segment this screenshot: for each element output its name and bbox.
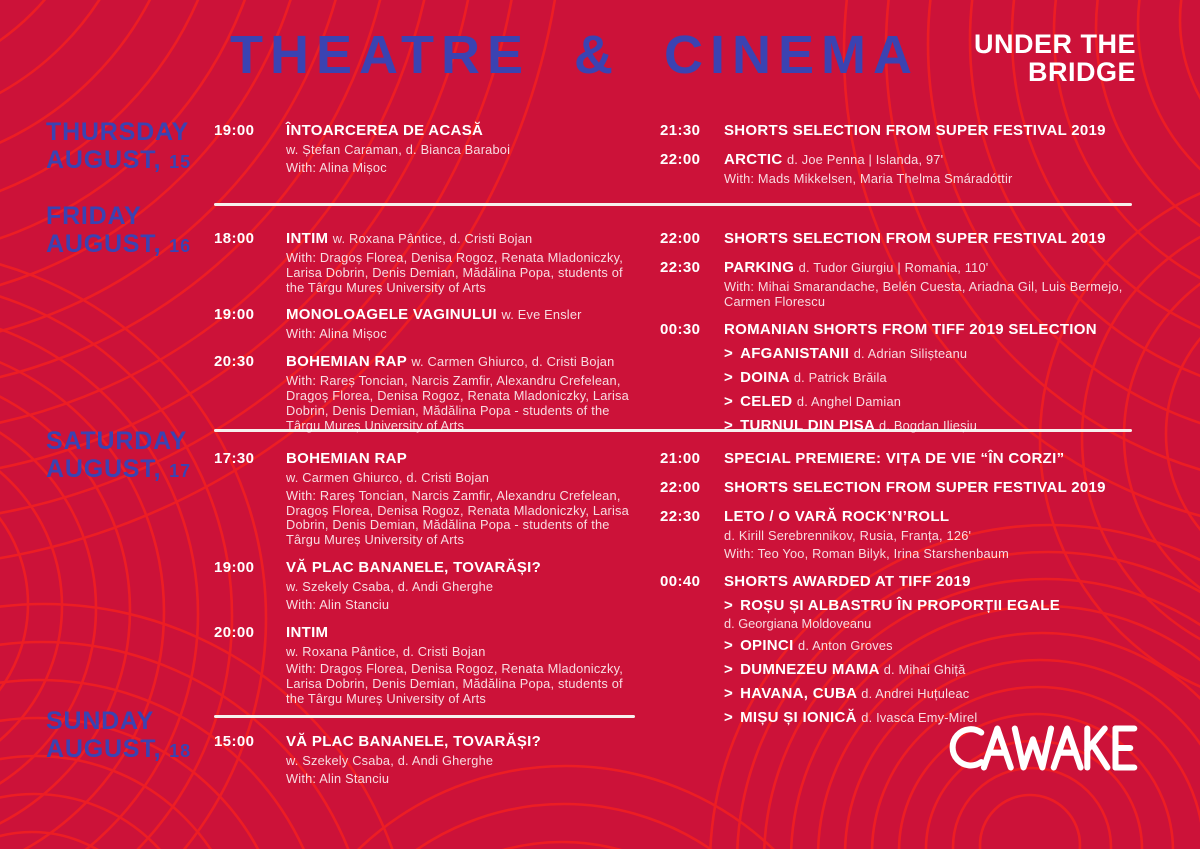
event-row	[660, 479, 1136, 497]
event-title: ARCTIC	[724, 151, 783, 168]
events-column	[214, 450, 638, 718]
event-title: ROMANIAN SHORTS FROM TIFF 2019 SELECTION	[724, 320, 1097, 338]
month-label: AUGUST,	[46, 735, 170, 763]
event-body	[286, 122, 638, 176]
event-credit: With: Alina Mișoc	[286, 326, 387, 342]
event-titleline	[286, 306, 638, 324]
short-film-item	[724, 661, 1136, 679]
short-film-title: TURNUL DIN PISA	[740, 416, 875, 434]
event-titleline	[286, 450, 638, 468]
short-film-credit: d. Anton Groves	[798, 638, 893, 654]
page-title: THEATRE & CINEMA	[230, 25, 919, 85]
event-title: SPECIAL PREMIERE: VIȚA DE VIE “ÎN CORZI”	[724, 450, 1065, 467]
short-film-item	[724, 709, 1136, 727]
short-film-title: ROȘU ȘI ALBASTRU ÎN PROPORȚII EGALE	[740, 596, 1061, 614]
event-credit: With: Dragoș Florea, Denisa Rogoz, Renata Mladoniczky, Larisa Dobrin, Denis Demian, Mădălina Popa, students of the Târgu Mureș University of Arts	[286, 661, 624, 706]
event-body	[724, 151, 1136, 187]
event-time: 19:00	[214, 558, 255, 576]
event-title: LETO / O VARĂ ROCK’N’ROLL	[724, 508, 950, 525]
event-title: SHORTS AWARDED AT TIFF 2019	[724, 572, 971, 590]
day-name: FRIDAY	[46, 202, 142, 230]
short-film-item	[724, 685, 1136, 703]
arrow-icon: >	[724, 392, 734, 410]
month-label: AUGUST,	[46, 146, 170, 174]
event-titleline	[724, 230, 1136, 248]
event-titleline	[724, 151, 1136, 169]
event-row	[660, 508, 1136, 562]
day-number: 15	[169, 152, 192, 172]
event-titleline	[286, 624, 638, 642]
event-row	[214, 733, 638, 787]
event-body	[724, 230, 1136, 248]
day-date	[46, 455, 191, 485]
short-film-credit: d. Andrei Huțuleac	[861, 686, 970, 702]
event-title: VĂ PLAC BANANELE, TOVARĂȘI?	[286, 558, 542, 576]
day-number: 16	[169, 236, 192, 256]
event-title: BOHEMIAN RAP	[286, 353, 407, 371]
events-column	[214, 122, 638, 187]
short-film-title: HAVANA, CUBA	[740, 685, 857, 703]
short-film-title: DOINA	[740, 368, 790, 386]
event-body	[724, 122, 1136, 140]
day-date	[46, 146, 191, 176]
event-titleline	[286, 122, 638, 140]
day-label	[46, 118, 191, 176]
event-titleline	[724, 450, 1136, 468]
events-column	[214, 733, 638, 798]
short-film-title: DUMNEZEU MAMA	[740, 661, 880, 679]
event-credit: d. Kirill Serebrennikov, Rusia, Franța, 126'	[724, 528, 972, 543]
event-title-credit: w. Eve Ensler	[501, 307, 582, 323]
event-credit: With: Rareș Toncian, Narcis Zamfir, Alexandru Crefelean, Dragoș Florea, Denisa Rogoz, Renata Mladoniczky, Larisa Dobrin, Denis Demian, Mădălina Popa - students of the Târgu Mureș University of Arts	[286, 487, 629, 548]
arrow-icon: >	[724, 344, 734, 362]
event-row	[214, 624, 638, 707]
month-label: AUGUST,	[46, 230, 170, 258]
venue-line2: BRIDGE	[1027, 57, 1136, 87]
short-film-title: CELED	[740, 392, 793, 410]
event-credit: With: Alina Mișoc	[286, 159, 387, 175]
event-row	[660, 450, 1136, 468]
event-credit: w. Szekely Csaba, d. Andi Gherghe	[286, 578, 494, 594]
short-film-credit: d. Ivasca Emy-Mirel	[861, 710, 978, 726]
event-credit: With: Mihai Smarandache, Belén Cuesta, Ariadna Gil, Luis Bermejo, Carmen Florescu	[724, 279, 1123, 309]
event-titleline	[724, 573, 1136, 591]
event-body	[286, 450, 638, 548]
event-credit: w. Carmen Ghiurco, d. Cristi Bojan	[286, 470, 490, 485]
venue-title	[974, 30, 1136, 86]
event-titleline	[724, 122, 1136, 140]
short-film-title: OPINCI	[740, 637, 794, 655]
day-number: 18	[169, 741, 192, 761]
event-title: MONOLOAGELE VAGINULUI	[286, 306, 498, 324]
event-time: 21:00	[660, 450, 701, 467]
event-credit: w. Ștefan Caraman, d. Bianca Baraboi	[286, 142, 511, 157]
event-body	[286, 559, 638, 613]
event-body	[724, 321, 1136, 435]
event-row	[660, 259, 1136, 310]
short-film-item	[724, 369, 1136, 387]
event-time: 19:00	[214, 306, 255, 324]
event-title: SHORTS SELECTION FROM SUPER FESTIVAL 2019	[724, 479, 1106, 496]
short-film-credit: d. Mihai Ghiță	[883, 662, 966, 678]
day-number: 17	[169, 461, 192, 481]
event-titleline	[286, 353, 638, 371]
event-time: 15:00	[214, 733, 255, 750]
event-row	[214, 353, 638, 433]
event-body	[286, 230, 638, 295]
event-time: 18:00	[214, 230, 255, 247]
event-body	[286, 733, 638, 787]
event-title: SHORTS SELECTION FROM SUPER FESTIVAL 2019	[724, 230, 1106, 247]
event-credit: With: Mads Mikkelsen, Maria Thelma Smáradóttir	[724, 171, 1013, 186]
short-film-credit: d. Adrian Silișteanu	[853, 345, 968, 361]
events-column	[660, 450, 1136, 738]
event-row	[660, 230, 1136, 248]
event-title-credit: d. Joe Penna | Islanda, 97'	[786, 152, 944, 167]
events-column	[214, 230, 638, 444]
event-row	[214, 122, 638, 176]
event-title-credit: w. Carmen Ghiurco, d. Cristi Bojan	[411, 354, 615, 370]
event-time: 17:30	[214, 450, 255, 467]
short-film-credit: d. Anghel Damian	[796, 393, 902, 409]
event-credit: With: Teo Yoo, Roman Bilyk, Irina Starshenbaum	[724, 545, 1009, 561]
event-credit: With: Alin Stanciu	[286, 770, 390, 786]
day-name: THURSDAY	[46, 118, 189, 146]
event-row	[660, 573, 1136, 728]
event-titleline	[286, 559, 638, 577]
event-time: 22:00	[660, 479, 701, 496]
day-label	[46, 427, 191, 485]
arrow-icon: >	[724, 685, 734, 703]
day-name: SUNDAY	[46, 707, 155, 735]
arrow-icon: >	[724, 709, 734, 727]
event-credit: w. Szekely Csaba, d. Andi Gherghe	[286, 753, 494, 768]
event-credit: With: Rareș Toncian, Narcis Zamfir, Alexandru Crefelean, Dragoș Florea, Denisa Rogoz, Renata Mladoniczky, Larisa Dobrin, Denis Demian, Mădălina Popa - students of the Târgu Mureș University of Arts	[286, 373, 629, 433]
event-time: 22:30	[660, 508, 701, 525]
event-row	[214, 306, 638, 342]
short-film-item	[724, 345, 1136, 363]
event-titleline	[724, 479, 1136, 497]
event-credit: With: Alin Stanciu	[286, 596, 390, 612]
event-row	[214, 559, 638, 613]
event-titleline	[724, 259, 1136, 277]
event-time: 21:30	[660, 122, 701, 139]
event-row	[660, 151, 1136, 187]
event-body	[724, 479, 1136, 497]
short-film-item	[724, 417, 1136, 435]
event-titleline	[286, 230, 638, 248]
day-date	[46, 230, 191, 260]
event-credit: w. Roxana Pântice, d. Cristi Bojan	[286, 643, 486, 659]
events-column	[660, 122, 1136, 198]
short-film-item	[724, 637, 1136, 655]
short-film-item	[724, 393, 1136, 411]
event-body	[724, 508, 1136, 562]
month-label: AUGUST,	[46, 455, 170, 483]
event-title: PARKING	[724, 259, 795, 276]
event-time: 22:00	[660, 230, 701, 247]
event-time: 20:30	[214, 353, 255, 371]
event-title-credit: d. Tudor Giurgiu | Romania, 110'	[798, 260, 989, 275]
day-date	[46, 735, 191, 765]
short-film-credit: d. Patrick Brăila	[793, 369, 887, 385]
event-body	[286, 306, 638, 342]
day-label	[46, 707, 191, 765]
day-label	[46, 202, 191, 260]
event-credit: With: Dragoș Florea, Denisa Rogoz, Renata Mladoniczky, Larisa Dobrin, Denis Demian, Mădălina Popa, students of the Târgu Mureș University of Arts	[286, 250, 624, 295]
event-title: VĂ PLAC BANANELE, TOVARĂȘI?	[286, 733, 542, 750]
event-body	[286, 353, 638, 433]
event-titleline	[286, 733, 638, 751]
events-column	[660, 230, 1136, 446]
arrow-icon: >	[724, 416, 734, 434]
section-divider	[214, 203, 1132, 206]
arrow-icon: >	[724, 368, 734, 386]
arrow-icon: >	[724, 596, 734, 614]
event-row	[660, 321, 1136, 435]
event-time: 22:30	[660, 259, 701, 276]
event-time: 00:30	[660, 320, 701, 338]
event-title: SHORTS SELECTION FROM SUPER FESTIVAL 2019	[724, 122, 1106, 139]
event-body	[286, 624, 638, 707]
event-titleline	[724, 508, 1136, 526]
event-time: 22:00	[660, 151, 701, 168]
event-row	[214, 230, 638, 295]
arrow-icon: >	[724, 661, 734, 679]
arrow-icon: >	[724, 637, 734, 655]
short-film-item	[724, 597, 1136, 615]
event-body	[724, 450, 1136, 468]
short-film-title: MIȘU ȘI IONICĂ	[740, 709, 857, 727]
event-row	[214, 450, 638, 548]
event-title-credit: w. Roxana Pântice, d. Cristi Bojan	[332, 231, 533, 246]
short-film-title: AFGANISTANII	[740, 344, 850, 362]
event-time: 19:00	[214, 122, 255, 139]
event-row	[660, 122, 1136, 140]
event-title: INTIM	[286, 623, 329, 641]
event-title: ÎNTOARCEREA DE ACASĂ	[286, 122, 484, 139]
event-title: BOHEMIAN RAP	[286, 450, 408, 467]
event-body	[724, 573, 1136, 728]
event-title: INTIM	[286, 230, 329, 247]
day-name: SATURDAY	[46, 427, 188, 455]
event-time: 20:00	[214, 623, 255, 641]
event-titleline	[724, 321, 1136, 339]
event-body	[724, 259, 1136, 310]
event-time: 00:40	[660, 572, 701, 590]
short-film-credit: d. Georgiana Moldoveanu	[724, 615, 872, 631]
venue-line1: UNDER THE	[973, 29, 1136, 59]
short-film-credit: d. Bogdan Ilieșiu	[879, 417, 978, 433]
